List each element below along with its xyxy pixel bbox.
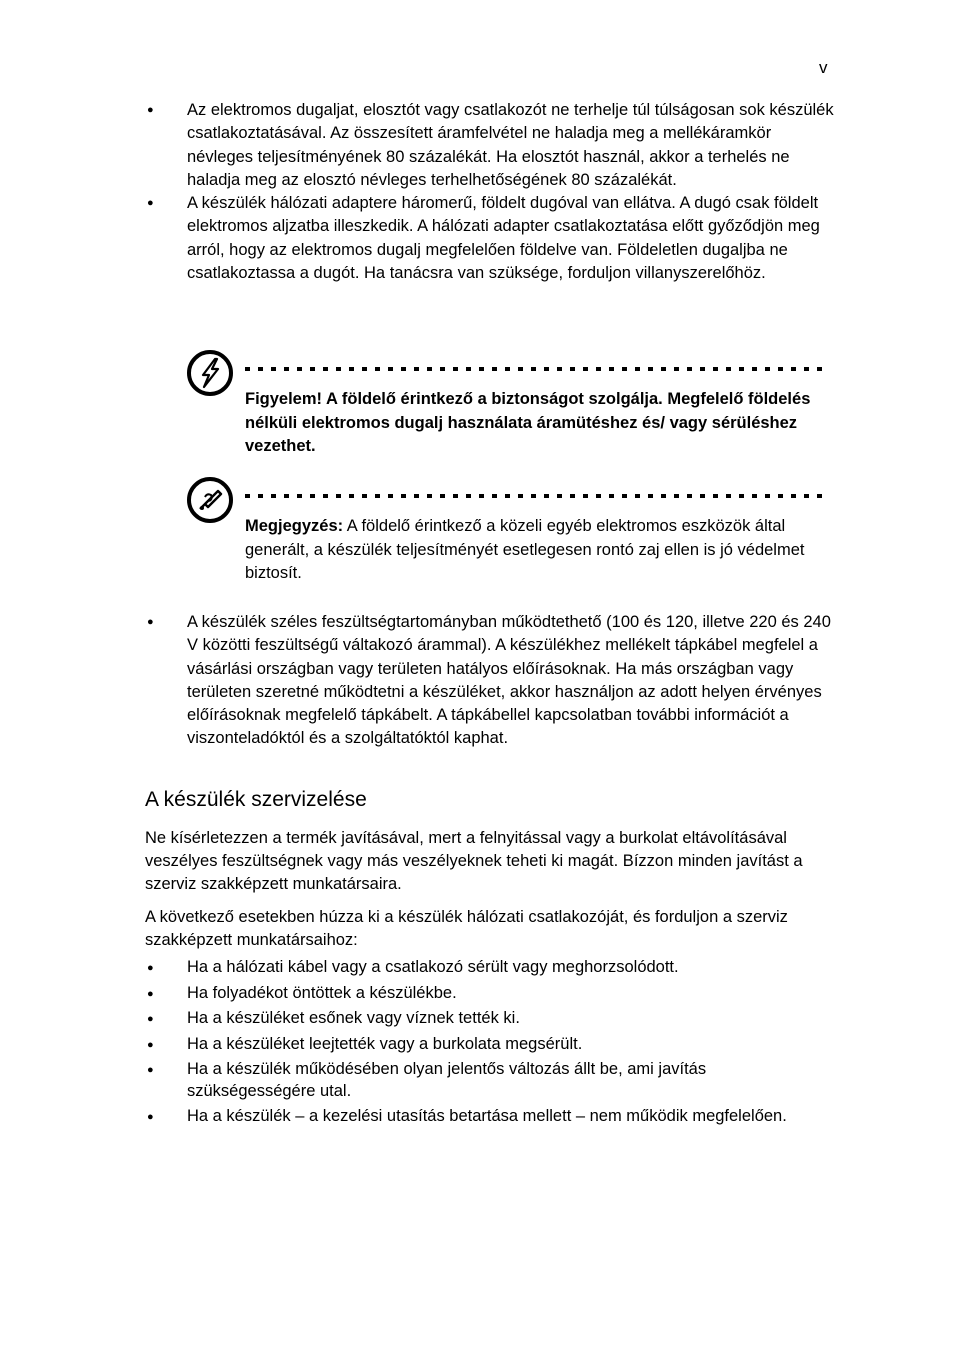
note-label: Megjegyzés:	[245, 517, 344, 535]
bullet-list-middle	[145, 611, 835, 751]
list-item: ● Ha a készülék – a kezelési utasítás betartása mellett – nem működik megfelelően.	[145, 1106, 835, 1128]
list-item: ● Ha a készüléket esőnek vagy víznek tették ki.	[145, 1008, 835, 1030]
lightning-warning-icon	[185, 348, 235, 398]
section-heading: A készülék szervizelése	[145, 788, 367, 811]
list-item: ● Ha a hálózati kábel vagy a csatlakozó sérült vagy meghorzsolódott.	[145, 957, 835, 979]
list-item: ● A készülék hálózati adaptere háromerű, földelt dugóval van ellátva. A dugó csak földelt elektromos aljzatba illeszkedik. A hálózati adapter csatlakoztatása előtt győződjön meg arról, hogy az elektromos dugalj megfelelően földelve van. Földeletlen dugaljba ne csatlakoztassa a dugót. Ha tanácsra van szüksége, forduljon villanyszerelőhöz.	[145, 192, 835, 285]
list-item: ● Ha a készüléket leejtették vagy a burkolata megsérült.	[145, 1034, 835, 1056]
bullet-list-bottom	[145, 957, 835, 1132]
note-text-block	[245, 515, 830, 586]
list-item: ● Az elektromos dugaljat, elosztót vagy csatlakozót ne terhelje túl túlságosan sok készülék csatlakoztatásával. Az összesített áramfelvétel ne haladja meg a mellékáramkör névleges teljesítményének 80 százalékát. Ha elosztót használ, akkor a terhelés ne haladja meg az elosztó névleges terhelhetőségének 80 százalékát.	[145, 99, 835, 192]
paragraph: A következő esetekben húzza ki a készülék hálózati csatlakozóját, és forduljon a szerviz szakképzett munkatársaihoz:	[145, 908, 788, 949]
note-pen-icon	[185, 475, 235, 525]
list-item: ● Ha a készülék működésében olyan jelentős változás állt be, ami javítás szükségességére utal.	[145, 1059, 835, 1102]
warning-text: Figyelem! A földelő érintkező a biztonságot szolgálja. Megfelelő földelés nélküli elektromos dugalj használata áramütéshez és/ vagy sérüléshez vezethet.	[245, 390, 811, 455]
dotted-divider	[245, 367, 830, 371]
note-text: A földelő érintkező a közeli egyéb elektromos eszközök által generált, a készülék teljesítményét esetlegesen rontó zaj ellen is jó védelmet biztosít.	[245, 517, 805, 582]
bullet-list-top	[145, 99, 835, 285]
list-item: ● A készülék széles feszültségtartományban működtethető (100 és 120, illetve 220 és 240 V közötti feszültségű váltakozó árammal). A készülékhez mellékelt tápkábel megfelel a vásárlási országban vagy területen hatályos előírásoknak. Ha más országban vagy területen szeretné működtetni a készüléket, akkor használjon az adott helyen érvényes előírásoknak megfelelő tápkábelt. A tápkábellel kapcsolatban további információt a viszonteladóktól és a szolgáltatóktól kaphat.	[145, 611, 835, 751]
paragraph: Ne kísérletezzen a termék javításával, mert a felnyitással vagy a burkolat eltávolításával veszélyes feszültségnek vagy más veszélyeknek teheti ki magát. Bízzon minden javítást a szerviz szakképzett munkatársaira.	[145, 829, 803, 893]
dotted-divider	[245, 494, 830, 498]
page-number: v	[819, 58, 828, 77]
list-item: ● Ha folyadékot öntöttek a készülékbe.	[145, 983, 835, 1005]
